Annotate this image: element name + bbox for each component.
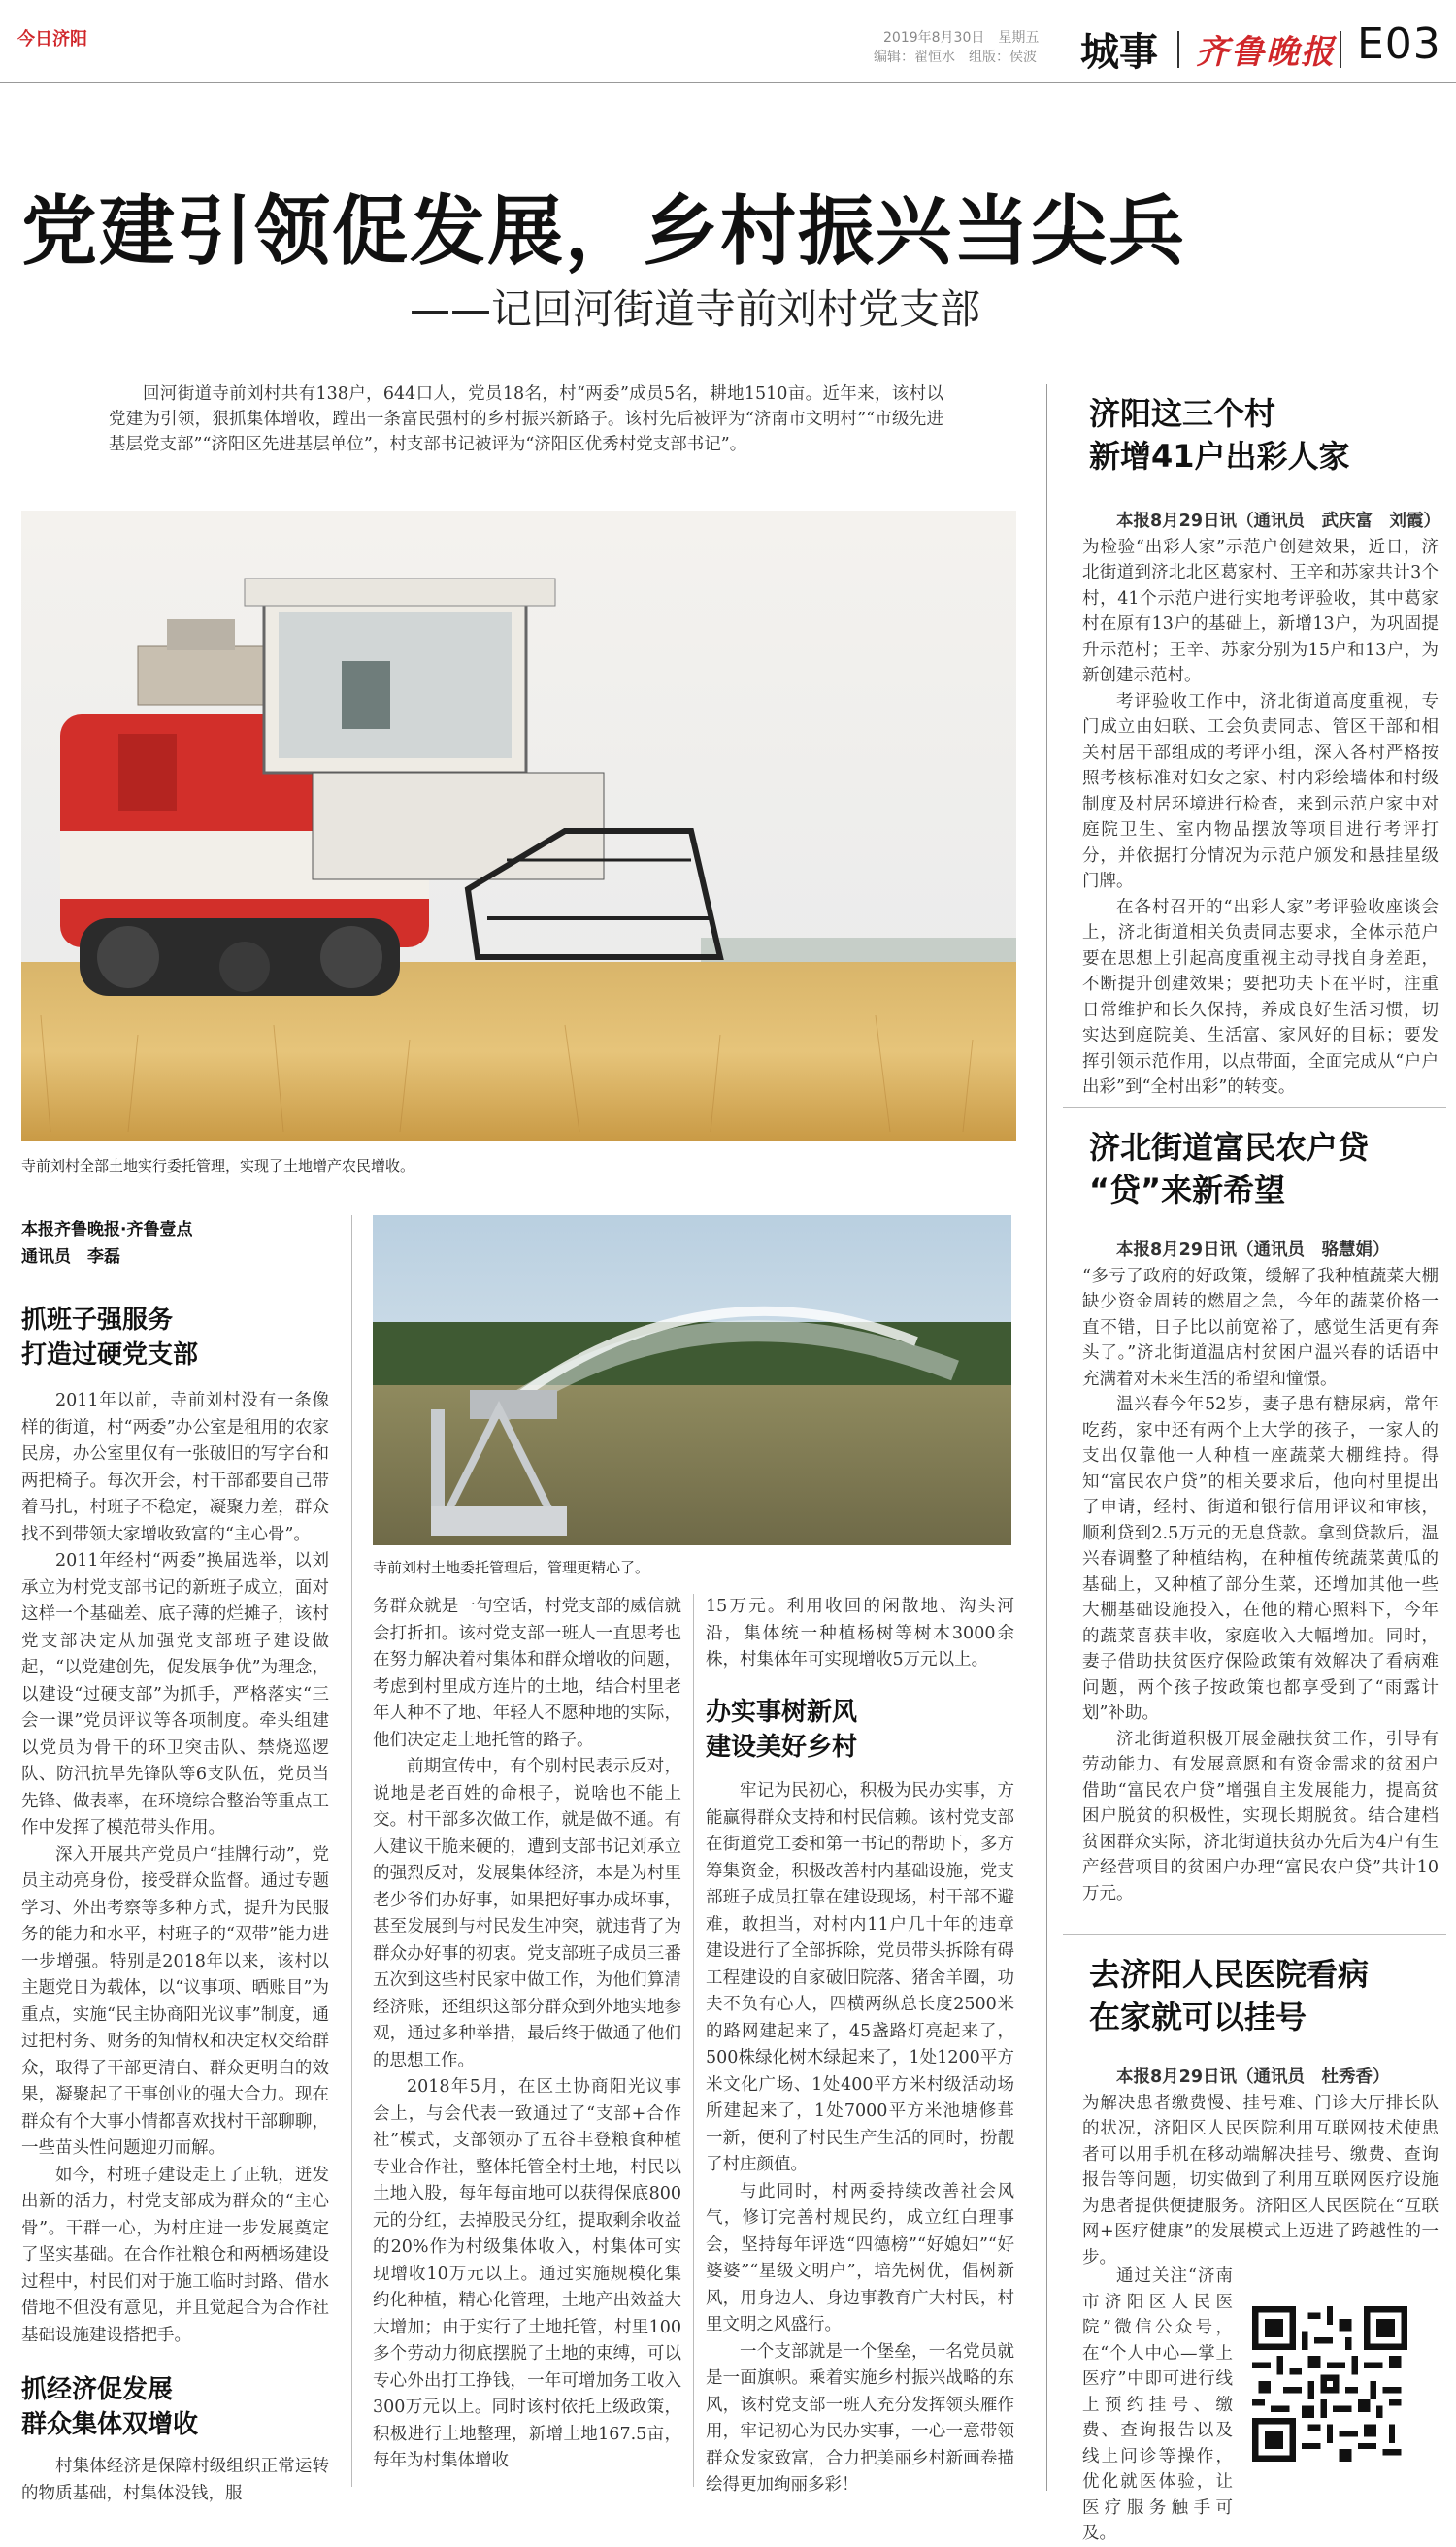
art1-para: 考评验收工作中，济北街道高度重视，专门成立由妇联、工会负责同志、管区干部和相关村居干部组成的考评小组，深入各村严格按照考核标准对妇女之家、村内彩绘墙体和村级制度及村居环境进行检查，来到示范户家中对庭院卫生、室内物品摆放等项目进行考评打分，并依据打分情况为示范户颁发和悬挂星级门牌。 xyxy=(1082,691,1439,891)
col3-para: 牢记为民初心，积极为民办实事，方能赢得群众支持和村民信赖。该村党支部在街道党工委和第一书记的帮助下，多方筹集资金，积极改善村内基础设施，党支部班子成员扛靠在建设现场，村干部不避难，敢担当，对村内11户几十年的违章建设进行了全部拆除，党员带头拆除有碍工程建设的自家破旧院落、猪舍羊圈，功夫不负有心人，四横两纵总长度2500米的路网建起来了，45盏路灯亮起来了，500株绿化树木绿起来了，1处1200平方米文化广场、1处400平方米村级活动场所建起来了，1处7000平方米池塘修葺一新，便利了村民生产生活的同时，扮靓了村庄颜值。 xyxy=(706,1781,1014,2174)
article-col1 xyxy=(21,1388,329,2368)
section2-title xyxy=(21,2372,332,2442)
art1-para: 在各村召开的“出彩人家”考评验收座谈会上，济北街道相关负责同志要求，全体示范户要在思想上引起高度重视主动寻找自身差距，不断提升创建效果；要把功夫下在平时，注重日常维护和长久保持，养成良好生活习惯，切实达到庭院美、生活富、家风好的目标；要发挥引领示范作用，以点带面，全面完成从“户户出彩”到“全村出彩”的转变。 xyxy=(1082,897,1439,1097)
art3-dateline: 本报8月29日讯（通讯员 杜秀香） xyxy=(1116,2067,1390,2087)
header-divider-1 xyxy=(1177,31,1179,68)
main-subheadline: ——记回河街道寺前刘村党支部 xyxy=(410,285,981,333)
col2-para: 前期宣传中，有个别村民表示反对，说地是老百姓的命根子，说啥也不能上交。村干部多次做工作，就是做不通。有人建议干脆来硬的，遭到支部书记刘承立的强烈反对，发展集体经济，本是为村里老少爷们办好事，如果把好事办成坏事，甚至发展到与村民发生冲突，就违背了为群众办好事的初衷。党支部班子成员三番五次到这些村民家中做工作，为他们算清经济账，还组织这部分群众到外地实地参观，通过多种举措，最后终于做通了他们的思想工作。 xyxy=(373,1757,681,2070)
art2-para: 济北街道积极开展金融扶贫工作，引导有劳动能力、有发展意愿和有资金需求的贫困户借助“富民农户贷”增强自主发展能力，提高贫困户脱贫的积极性，实现长期脱贫。结合建档贫困群众实际，济北街道扶贫办先后为4户有生产经营项目的贫困户办理“富民农户贷”共计10万元。 xyxy=(1082,1729,1439,1903)
column-rule-right xyxy=(1046,384,1047,2491)
col1-tail-para: 村集体经济是保障村级组织正常运转的物质基础，村集体没钱，服 xyxy=(21,2457,329,2503)
col3-para: 一个支部就是一个堡垒，一名党员就是一面旗帜。乘着实施乡村振兴战略的东风，该村党支部一班人充分发挥领头雁作用，牢记初心为民办实事，一心一意带领群众发家致富，合力把美丽乡村新画卷描绘得更加绚丽多彩！ xyxy=(706,2341,1014,2495)
byline-2: 通讯员 李磊 xyxy=(21,1247,120,1267)
section1-title xyxy=(21,1303,332,1373)
art3-para xyxy=(1082,2065,1439,2091)
article-col1-tail xyxy=(21,2454,329,2503)
col3-para: 与此同时，村两委持续改善社会风气，修订完善村规民约，成立红白理事会，坚持每年评选“四德榜”“好媳妇”“好婆婆”“星级文明户”，培先树优，倡树新风，用身边人、身边事教育广大村民，村里文明之风盛行。 xyxy=(706,2181,1014,2334)
column-rule xyxy=(693,1594,694,2487)
art3-title xyxy=(1089,1953,1448,2038)
right-rule xyxy=(1063,1107,1446,1108)
photo2-caption: 寺前刘村土地委托管理后，管理更精心了。 xyxy=(373,1559,650,1576)
byline-1: 本报齐鲁晚报·齐鲁壹点 xyxy=(21,1220,193,1240)
harvester-illustration xyxy=(21,511,1016,1141)
header-rule xyxy=(0,82,1456,83)
art3-title-line2: 在家就可以挂号 xyxy=(1089,1999,1307,2035)
header-bar xyxy=(0,0,1456,78)
art2-body xyxy=(1082,1238,1439,1927)
right-rule xyxy=(1063,1934,1446,1935)
section3-title xyxy=(706,1695,1014,1765)
col3-top-para: 15万元。利用收回的闲散地、沟头河沿，集体统一种植杨树等树木3000余株，村集体年可实现增收5万元以上。 xyxy=(706,1597,1014,1670)
art1-title-line2: 新增41户出彩人家 xyxy=(1089,438,1350,475)
editor-credits: 编辑：翟恒水 组版：侯波 xyxy=(874,50,1037,65)
art2-title-line2: “贷”来新希望 xyxy=(1089,1172,1286,1208)
photo1-caption: 寺前刘村全部土地实行委托管理，实现了土地增产农民增收。 xyxy=(21,1157,415,1174)
section2-title-line1: 抓经济促发展 xyxy=(21,2375,174,2404)
section3-title-line2: 建设美好乡村 xyxy=(706,1733,858,1762)
art2-dateline: 本报8月29日讯（通讯员 骆慧娟） xyxy=(1116,1240,1390,1260)
art3-body-wrap xyxy=(1082,2264,1233,2543)
col1-para: 如今，村班子建设走上了正轨，迸发出新的活力，村党支部成为群众的“主心骨”。干群一心，为村庄进一步发展奠定了坚实基础。在合作社粮仓和两栖场建设过程中，村民们对于施工临时封路、借水借地不但没有意见，并且觉起合为合作社基础设施建设搭把手。 xyxy=(21,2165,329,2345)
article-col3-top xyxy=(706,1594,1014,1676)
art1-body xyxy=(1082,509,1439,1096)
qr-code-graphic xyxy=(1252,2306,1407,2462)
main-headline: 党建引领促发展，乡村振兴当尖兵 xyxy=(21,188,1187,276)
issue-date: 2019年8月30日 星期五 xyxy=(883,30,1040,46)
art1-para-text: 为检验“出彩人家”示范户创建效果，近日，济北街道到济北北区葛家村、王辛和苏家共计3个村，41个示范户进行实地考评验收，其中葛家村在原有13户的基础上，新增13户，为巩固提升示范村；王辛、苏家分别为15户和13户，为新创建示范村。 xyxy=(1082,537,1439,685)
section1-title-line2: 打造过硬党支部 xyxy=(21,1340,199,1370)
header-divider-2 xyxy=(1340,31,1341,68)
art2-para: “多亏了政府的好政策，缓解了我种植蔬菜大棚缺少资金周转的燃眉之急，今年的蔬菜价格一直不错，日子比以前宽裕了，感觉生活更有奔头了。”济北街道温店村贫困户温兴春的话语中充满着对未来生活的希望和憧憬。 xyxy=(1082,1266,1439,1389)
paper-logo: 齐鲁晚报 xyxy=(1196,33,1336,72)
col1-para: 2011年以前，寺前刘村没有一条像样的街道，村“两委”办公室是租用的农家民房，办公室里仅有一张破旧的写字台和两把椅子。每次开会，村干部都要自己带着马扎，村班子不稳定，凝聚力差，群众找不到带领大家增收致富的“主心骨”。 xyxy=(21,1391,329,1544)
column-rule xyxy=(351,1215,352,2487)
art2-title-line1: 济北街道富民农户贷 xyxy=(1089,1129,1370,1166)
art3-last-para: 通过关注“济南市济阳区人民医院”微信公众号，在“个人中心—掌上医疗”中即可进行线上预约挂号、缴费、查询报告以及线上问诊等操作，优化就医体验，让医疗服务触手可及。 xyxy=(1082,2266,1233,2543)
page-number: E03 xyxy=(1357,19,1441,69)
section-name: 城事 xyxy=(1080,30,1158,75)
section1-title-line1: 抓班子强服务 xyxy=(21,1306,174,1335)
lead-paragraph xyxy=(109,381,943,457)
section3-title-line1: 办实事树新风 xyxy=(706,1698,858,1727)
lead-text: 回河街道寺前刘村共有138户，644口人，党员18名，村“两委”成员5名，耕地1510亩。近年来，该村以党建为引领，狠抓集体增收，蹚出一条富民强村的乡村振兴新路子。该村先后被评为“济南市文明村”“市级先进基层党支部”“济阳区先进基层单位”，村支部书记被评为“济阳区优秀村党支部书记”。 xyxy=(109,384,943,454)
article-col3 xyxy=(706,1778,1014,2495)
art2-para: 温兴春今年52岁，妻子患有糖尿病，常年吃药，家中还有两个上大学的孩子，一家人的支出仅靠他一人种植一座蔬菜大棚维持。得知“富民农户贷”的相关要求后，他向村里提出了申请，经村、街道和银行信用评议和审核，顺利贷到2.5万元的无息贷款。拿到贷款后，温兴春调整了种植结构，在种植传统蔬菜黄瓜的基础上，又种植了部分生菜，还增加其他一些大棚基础设施投入，在他的精心照料下，今年的蔬菜喜获丰收，家庭收入大幅增加。同时，妻子借助扶贫医疗保险政策有效解决了看病难问题，两个孩子按政策也都享受到了“雨露计划”补助。 xyxy=(1082,1395,1439,1723)
qr-code xyxy=(1252,2306,1407,2462)
art2-title xyxy=(1089,1126,1448,1211)
art1-title xyxy=(1089,392,1448,478)
section2-title-line2: 群众集体双增收 xyxy=(21,2410,199,2439)
art3-title-line1: 去济阳人民医院看病 xyxy=(1089,1956,1370,1993)
col2-para: 务群众就是一句空话，村党支部的威信就会打折扣。该村党支部一班人一直思考也在努力解决着村集体和群众增收的问题，考虑到村里成方连片的土地，结合村里老年人种不了地、年轻人不愿种地的实际，他们决定走土地托管的路子。 xyxy=(373,1597,681,1750)
col1-para: 2011年经村“两委”换届选举，以刘承立为村党支部书记的新班子成立，面对这样一个基础差、底子薄的烂摊子，该村党支部决定从加强党支部班子建设做起，“以党建创先，促发展争优”为理念，以建设“过硬支部”为抓手，严格落实“三会一课”党员评议等各项制度。牵头组建以党员为骨干的环卫突击队、禁烧巡逻队、防汛抗旱先锋队等6支队伍，党员当先锋、做表率，在环境综合整治等重点工作中发挥了模范带头作用。 xyxy=(21,1551,329,1837)
irrigation-illustration xyxy=(373,1215,1011,1545)
art2-para xyxy=(1082,1238,1439,1264)
photo-harvester xyxy=(21,511,1016,1141)
art3-para: 为解决患者缴费慢、挂号难、门诊大厅排长队的状况，济阳区人民医院利用互联网技术使患者可以用手机在移动端解决挂号、缴费、查询报告等问题，切实做到了利用互联网医疗设施为患者提供便捷服务。济阳区人民医院在“互联网+医疗健康”的发展模式上迈进了跨越性的一步。 xyxy=(1082,2093,1439,2267)
col1-para: 深入开展共产党员户“挂牌行动”，党员主动亮身份，接受群众监督。通过专题学习、外出考察等多种方式，提升为民服务的能力和水平，村班子的“双带”能力进一步增强。特别是2018年以来，该村以主题党日为载体，以“议事项、晒账目”为重点，实施“民主协商阳光议事”制度，通过把村务、财务的知情权和决定权交给群众，取得了干部更清白、群众更明白的效果，凝聚起了干事创业的强大合力。现在群众有个大事小情都喜欢找村干部聊聊，一些苗头性问题迎刃而解。 xyxy=(21,1844,329,2158)
article-col2 xyxy=(373,1594,681,2492)
art1-title-line1: 济阳这三个村 xyxy=(1089,395,1276,432)
art1-dateline: 本报8月29日讯（通讯员 武庆富 刘霞） xyxy=(1116,512,1441,531)
photo-irrigation xyxy=(373,1215,1011,1545)
art3-body xyxy=(1082,2065,1439,2267)
col2-para: 2018年5月，在区土协商阳光议事会上，与会代表一致通过了“支部+合作社”模式，支部领办了五谷丰登粮食种植专业合作社，整体托管全村土地，村民以土地入股，每年每亩地可以获得保底800元的分红，去掉股民分红，提取剩余收益的20%作为村级集体收入，村集体可实现增收10万元以上。通过实施规模化集约化种植，精心化管理，土地产出效益大大增加；由于实行了土地托管，村里100多个劳动力彻底摆脱了土地的束缚，可以专心外出打工挣钱，一年可增加务工收入300万元以上。同时该村依托上级政策，积极进行土地整理，新增土地167.5亩，每年为村集体增收 xyxy=(373,2077,681,2470)
section-label-left: 今日济阳 xyxy=(17,29,87,50)
art1-para xyxy=(1082,509,1439,689)
